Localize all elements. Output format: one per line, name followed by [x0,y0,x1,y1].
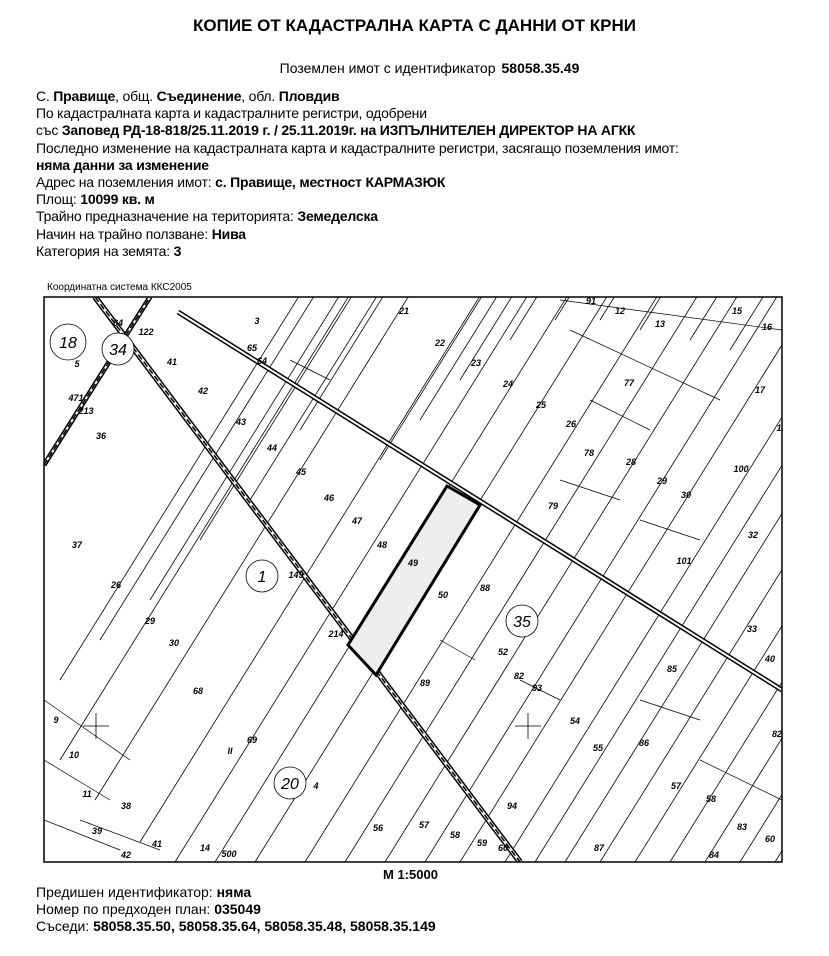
parcel-number: 17 [754,385,766,395]
page-title: КОПИЕ ОТ КАДАСТРАЛНА КАРТА С ДАННИ ОТ КРНИ [193,16,636,35]
parcel-number: 47 [351,516,363,526]
parcel-number: 78 [583,448,595,458]
parcel-boundary [60,85,431,680]
usage-value: Нива [211,225,246,242]
parcel-number: 54 [569,716,581,726]
parcel-number: 91 [585,296,597,306]
parcel-number: 500 [221,849,237,859]
prev-plan-label: Номер по предходен план: [36,901,215,917]
parcel-number: 9 [53,715,59,725]
prev-id-label: Предишен идентификатор: [36,884,217,900]
parcel-number: 45 [295,467,307,477]
parcel-number: 60 [764,834,776,844]
region-prefix: , обл. [241,88,279,104]
parcel-49-highlight [348,486,480,675]
parcel-boundary [665,275,829,870]
parcel-number: 52 [497,647,509,657]
field-road [178,312,782,690]
parcel-number: 28 [625,457,637,467]
neighbors-value: 58058.35.50, 58058.35.64, 58058.35.48, 58058.35.149 [93,918,436,934]
parcel-number: 57 [670,781,682,791]
parcel-number: 12 [614,306,626,316]
parcel-number: 89 [419,678,431,688]
parcel-number: 64 [256,356,268,366]
parcel-number: 11 [82,789,92,799]
parcel-boundary [455,275,826,870]
neighbors-line [36,918,436,935]
parcel-number: 26 [110,580,122,590]
parcel-boundary [700,275,829,870]
parcel-boundary [640,520,700,540]
order-prefix: със [36,122,62,139]
parcel-number: 86 [638,738,650,748]
parcel-number: 79 [547,501,559,511]
parcel-boundary [560,480,620,500]
parcel-number: 58 [449,830,461,840]
last-change-label: Последно изменение на кадастралната карта и кадастралните регистри, засягащо поземления имот: [36,139,679,156]
village-prefix: С. [36,88,54,104]
parcel-boundary [592,275,829,870]
parcel-number: 13 [654,319,666,329]
parcel-number: 82 [771,729,783,739]
parcel-number: 213 [78,406,94,416]
parcel-boundary [510,0,829,340]
parcel-boundary [555,0,829,320]
parcel-number: 23 [470,358,482,368]
parcel-boundary [590,400,650,430]
parcel-boundary [380,0,751,460]
parcel-boundary [300,0,671,430]
area-label: Площ: [36,191,81,208]
block-number: 20 [281,776,299,793]
parcel-number: 471 [68,393,84,403]
parcel-boundary [497,275,829,870]
parcel-number: 14 [199,843,211,853]
parcel-boundary [44,760,110,800]
parcel-boundary [570,330,720,400]
parcel-number: 58 [705,794,717,804]
identifier-label: Поземлен имот с идентификатор [279,60,496,76]
parcel-number: 42 [120,850,132,860]
municipality: Съединение [156,88,242,104]
category-value: 3 [173,242,182,259]
parcel-number: 40 [764,654,776,664]
area-value: 10099 кв. м [80,191,155,208]
block-number: 1 [257,569,267,586]
parcel-number: 32 [747,530,759,540]
neighbors-label: Съседи: [36,918,94,934]
prev-plan-value: 035049 [214,901,261,917]
parcel-number: 22 [434,338,446,348]
parcel-number: 149 [288,570,304,580]
prev-id-value: няма [216,884,252,900]
parcel-number: 65 [246,343,258,353]
parcel-number: 3 [254,316,260,326]
purpose-label: Трайно предназначение на територията: [36,208,298,225]
parcel-number: 5 [74,359,80,369]
last-change-text: няма данни за изменение [36,156,209,173]
parcel-boundary [640,0,829,330]
prev-plan-line [36,901,436,918]
parcel-number: 64 [112,318,124,328]
parcel-number: 93 [531,683,543,693]
coordinate-system: Координатна система ККС2005 [47,282,192,293]
parcel-boundary [640,700,700,720]
address-label: Адрес на поземления имот: [36,174,216,191]
parcel-number: 10 [68,750,80,760]
parcel-boundary [200,0,571,540]
parcel-boundary [440,640,475,660]
parcel-number: 68 [192,686,204,696]
block-number: 18 [59,335,77,352]
map-scale: М 1:5000 [383,867,438,882]
parcel-number: 41 [151,839,163,849]
parcel-number: 30 [168,638,180,648]
parcel-number: 44 [266,443,278,453]
parcel-number: 83 [736,822,748,832]
parcel-number: 85 [666,664,678,674]
parcel-number: 94 [506,801,518,811]
parcel-number: 29 [656,476,668,486]
identifier-value: 58058.35.49 [501,60,580,76]
parcel-boundary [770,275,829,870]
parcel-number: 87 [593,843,605,853]
parcel-number: 55 [592,743,604,753]
parcel-number: 88 [479,583,491,593]
parcel-number: 36 [95,431,107,441]
parcel-number: 48 [376,540,388,550]
parcel-number: 33 [746,624,758,634]
order: Заповед РД-18-818/25.11.2019 г. / 25.11.2019г. на ИЗПЪЛНИТЕЛЕН ДИРЕКТОР НА АГКК [61,122,636,139]
block-number: 35 [513,614,531,631]
parcel-number: 30 [680,490,692,500]
parcel-number: 122 [138,327,154,337]
parcel-boundary [690,0,829,340]
parcel-boundary [600,0,829,320]
approved-line: По кадастралната карта и кадастралните регистри, одобрени [36,105,427,122]
region: Пловдив [278,88,340,104]
footer-info [36,884,436,935]
parcel-number: 42 [197,386,209,396]
parcel-number: 57 [418,820,430,830]
parcel-boundary [560,275,829,870]
parcel-number: 15 [731,306,743,316]
parcel-number: 39 [91,826,103,836]
address-value: с. Правище, местност КАРМАЗЮК [215,174,446,191]
parcel-number: 38 [120,801,132,811]
municipality-prefix: , общ. [115,88,157,104]
parcel-number: 37 [71,540,83,550]
parcel-number: 77 [623,378,635,388]
parcel-number: 84 [708,850,720,860]
parcel-number: 60 [497,843,509,853]
parcel-number: 69 [246,735,258,745]
category-label: Категория на земята: [36,242,174,259]
parcel-number: II [227,746,233,756]
parcel-number: 4 [313,781,319,791]
parcel-boundary [95,205,466,800]
parcel-number: 21 [398,306,410,316]
parcel-boundary [630,275,829,870]
prev-id-line [36,884,436,901]
parcel-number: 50 [437,590,449,600]
purpose-value: Земеделска [297,208,378,225]
parcel-number: 1 [776,423,782,433]
parcel-number: 100 [733,464,749,474]
parcel-number: 46 [323,493,335,503]
parcel-number: 101 [676,556,692,566]
parcel-number: 25 [535,400,547,410]
parcel-boundary [44,700,130,760]
parcel-number: 41 [166,357,178,367]
parcel-number: 59 [476,838,488,848]
parcel-number: 49 [407,558,419,568]
parcel-number: 29 [144,616,156,626]
parcel-number: 82 [513,671,525,681]
parcel-number: 24 [502,379,514,389]
block-number: 34 [109,342,127,359]
parcel-number: 214 [328,629,344,639]
parcel-number: 26 [565,419,577,429]
usage-label: Начин на трайно ползване: [36,225,212,242]
parcel-boundary [44,820,120,850]
parcel-number: 56 [372,823,384,833]
parcel-number: 43 [235,417,247,427]
village: Правище [53,88,116,104]
parcel-boundary [420,0,791,420]
parcel-number: 16 [761,322,773,332]
